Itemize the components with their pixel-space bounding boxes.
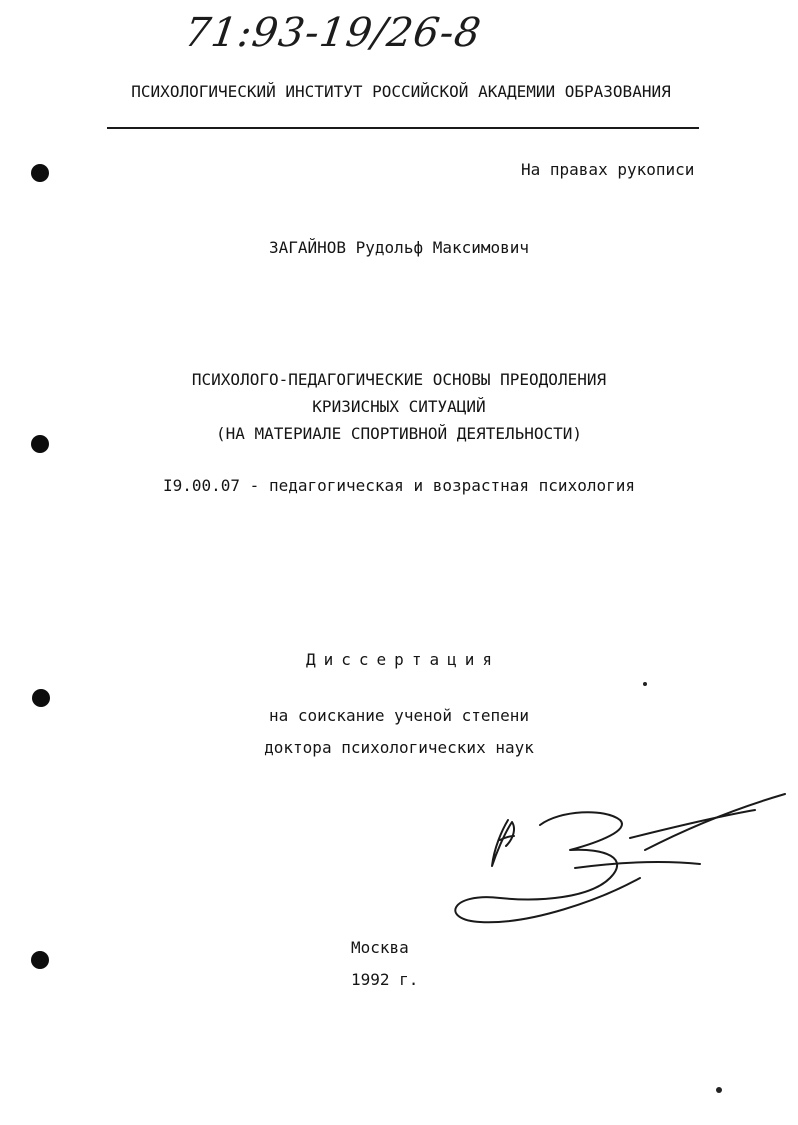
title-line: ПСИХОЛОГО-ПЕДАГОГИЧЕСКИЕ ОСНОВЫ ПРЕОДОЛЕНИЯ (191, 370, 607, 389)
document-type: Диссертация (306, 650, 500, 669)
author-name: ЗАГАЙНОВ Рудольф Максимович (268, 238, 530, 257)
degree-line: доктора психологических наук (264, 738, 534, 757)
degree-line: на соискание ученой степени (268, 706, 530, 725)
ink-speck (716, 1087, 722, 1093)
place-of-publication: Москва (351, 938, 409, 957)
specialty-code: I9.00.07 - педагогическая и возрастная психология (162, 476, 635, 495)
degree-statement (0, 700, 798, 764)
punch-hole (31, 951, 49, 969)
title-line: КРИЗИСНЫХ СИТУАЦИЙ (312, 397, 486, 416)
rights-note: На правах рукописи (521, 160, 695, 179)
header-rule (107, 127, 699, 129)
archive-code-handwritten: 71:93-19/26-8 (181, 10, 485, 56)
title-line: (НА МАТЕРИАЛЕ СПОРТИВНОЙ ДЕЯТЕЛЬНОСТИ) (215, 424, 583, 443)
dissertation-title (0, 366, 798, 447)
publication-year: 1992 г. (351, 970, 419, 989)
signature-drawing (430, 780, 790, 930)
punch-hole (31, 164, 49, 182)
ink-speck (643, 682, 647, 686)
institute-name: ПСИХОЛОГИЧЕСКИЙ ИНСТИТУТ РОССИЙСКОЙ АКАДЕМИИ ОБРАЗОВАНИЯ (131, 82, 671, 101)
